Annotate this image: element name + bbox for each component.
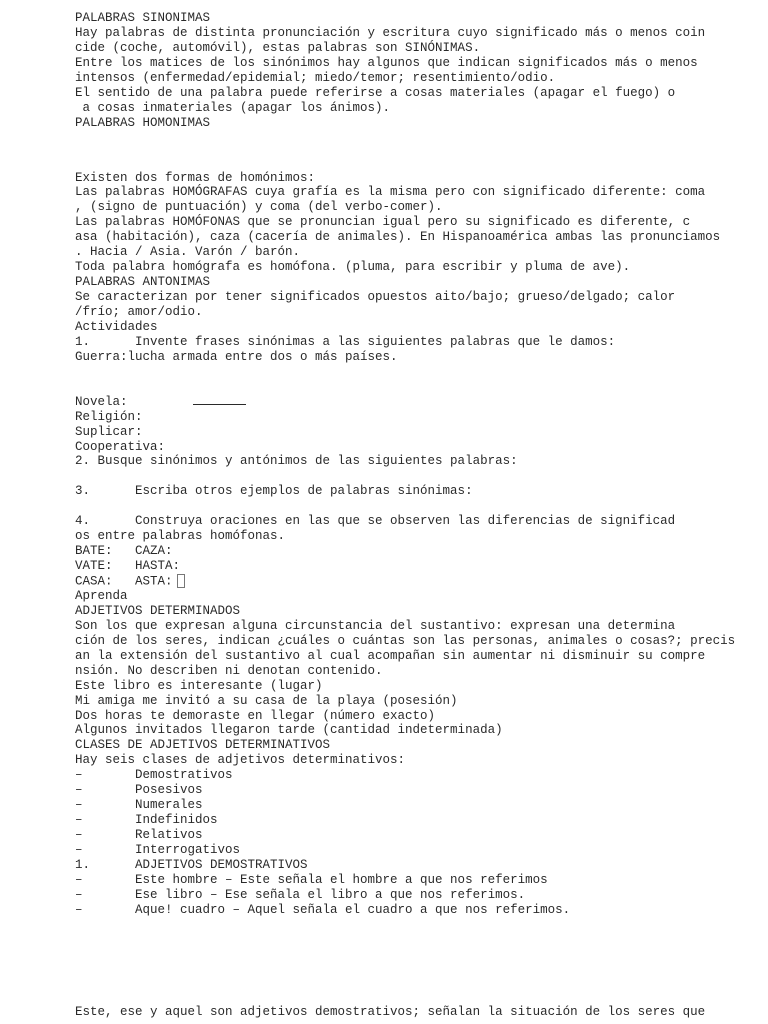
novela-line: [75, 395, 755, 410]
text-line: Guerra:lucha armada entre dos o más países.: [75, 349, 398, 364]
text-line: El sentido de una palabra puede referirse a cosas materiales (apagar el fuego) o: [75, 85, 676, 100]
text-line: cide (coche, automóvil), estas palabras son SINÓNIMAS.: [75, 40, 481, 55]
text-line: Cooperativa:: [75, 439, 166, 454]
text-line: Entre los matices de los sinónimos hay algunos que indican significados más o menos: [75, 55, 698, 70]
text-line: Existen dos formas de homónimos:: [75, 170, 316, 185]
text-line: nsión. No describen ni denotan contenido.: [75, 663, 383, 678]
heading-palabras-antonimas: PALABRAS ANTONIMAS: [75, 275, 211, 290]
text-line: Las palabras HOMÓGRAFAS cuya grafía es la misma pero con significado diferente: coma: [75, 185, 706, 200]
spacer: [75, 499, 755, 514]
list-item: – Posesivos: [75, 783, 203, 798]
adjectives-section: [75, 589, 755, 918]
list-item: – Demostrativos: [75, 768, 233, 783]
heading-adjetivos-demostrativos: 1. ADJETIVOS DEMOSTRATIVOS: [75, 857, 308, 872]
heading-palabras-sinonimas: PALABRAS SINONIMAS: [75, 11, 211, 25]
text-line: Religión:: [75, 409, 143, 424]
heading-aprenda: Aprenda: [75, 589, 128, 603]
document-body: [75, 11, 755, 918]
example-line: Mi amiga me invitó a su casa de la playa (posesión): [75, 693, 458, 708]
list-item: – Este hombre – Este señala el hombre a que nos referimos: [75, 872, 548, 887]
text-line: Suplicar:: [75, 424, 143, 439]
heading-actividades: Actividades: [75, 319, 158, 334]
heading-adjetivos-determinados: ADJETIVOS DETERMINADOS: [75, 603, 241, 618]
list-item: – Aque! cuadro – Aquel señala el cuadro a que nos referimos.: [75, 902, 571, 917]
text-line: ción de los seres, indican ¿cuáles o cuántas son las personas, animales o cosas?; precis: [75, 633, 736, 648]
text-line: a cosas inmateriales (apagar los ánimos).: [75, 100, 391, 115]
bottom-text-line: Este, ese y aquel son adjetivos demostrativos; señalan la situación de los seres que: [75, 1005, 706, 1019]
spacer: [75, 469, 755, 484]
list-item: – Numerales: [75, 798, 203, 813]
text-line: BATE: CAZA:: [75, 544, 173, 559]
activities-section: [75, 395, 755, 589]
list-item: – Relativos: [75, 828, 203, 842]
list-item: – Interrogativos: [75, 842, 241, 857]
text-line: os entre palabras homófonas.: [75, 529, 286, 544]
text-line: Toda palabra homógrafa es homófona. (pluma, para escribir y pluma de ave).: [75, 260, 631, 275]
text-line: Son los que expresan alguna circunstancia del sustantivo: expresan una determina: [75, 618, 676, 633]
answer-blank: [193, 395, 246, 405]
text-line: VATE: HASTA:: [75, 559, 181, 574]
text-line: . Hacia / Asia. Varón / barón.: [75, 245, 301, 260]
placeholder-box-icon: [177, 574, 185, 588]
spacer: [75, 365, 755, 395]
activity-item-4: 4. Construya oraciones en las que se observen las diferencias de significad: [75, 514, 676, 529]
spacer: [75, 131, 755, 171]
text-line: /frío; amor/odio.: [75, 304, 203, 319]
synonyms-section: [75, 11, 755, 131]
novela-label: Novela:: [75, 394, 128, 409]
homonyms-section: [75, 171, 755, 365]
activity-item-3: 3. Escriba otros ejemplos de palabras sinónimas:: [75, 484, 473, 499]
text-line: asa (habitación), caza (cacería de animales). En Hispanoamérica ambas las pronunciamos: [75, 230, 721, 245]
casa-line: [75, 574, 755, 589]
list-item: – Ese libro – Ese señala el libro a que nos referimos.: [75, 887, 526, 902]
example-line: Dos horas te demoraste en llegar (número exacto): [75, 708, 436, 723]
example-line: Algunos invitados llegaron tarde (cantidad indeterminada): [75, 723, 503, 738]
text-line: an la extensión del sustantivo al cual acompañan sin aumentar ni disminuir su compre: [75, 648, 706, 663]
heading-clases: CLASES DE ADJETIVOS DETERMINATIVOS: [75, 738, 331, 753]
casa-text: CASA: ASTA:: [75, 574, 173, 589]
list-item: – Indefinidos: [75, 813, 218, 828]
activity-item-2: 2. Busque sinónimos y antónimos de las siguientes palabras:: [75, 454, 518, 469]
text-line: intensos (enfermedad/epidemial; miedo/temor; resentimiento/odio.: [75, 70, 556, 85]
text-line: Hay seis clases de adjetivos determinativos:: [75, 753, 406, 768]
text-line: Hay palabras de distinta pronunciación y escritura cuyo significado más o menos coin: [75, 25, 706, 40]
text-line: , (signo de puntuación) y coma (del verbo-comer).: [75, 200, 443, 215]
example-line: Este libro es interesante (lugar): [75, 678, 323, 693]
heading-palabras-homonimas: PALABRAS HOMONIMAS: [75, 115, 211, 130]
text-line: Las palabras HOMÓFONAS que se pronuncian igual pero su significado es diferente, c: [75, 215, 691, 230]
text-line: Se caracterizan por tener significados opuestos aito/bajo; grueso/delgado; calor: [75, 290, 676, 304]
activity-item-1: 1. Invente frases sinónimas a las siguientes palabras que le damos:: [75, 334, 616, 349]
